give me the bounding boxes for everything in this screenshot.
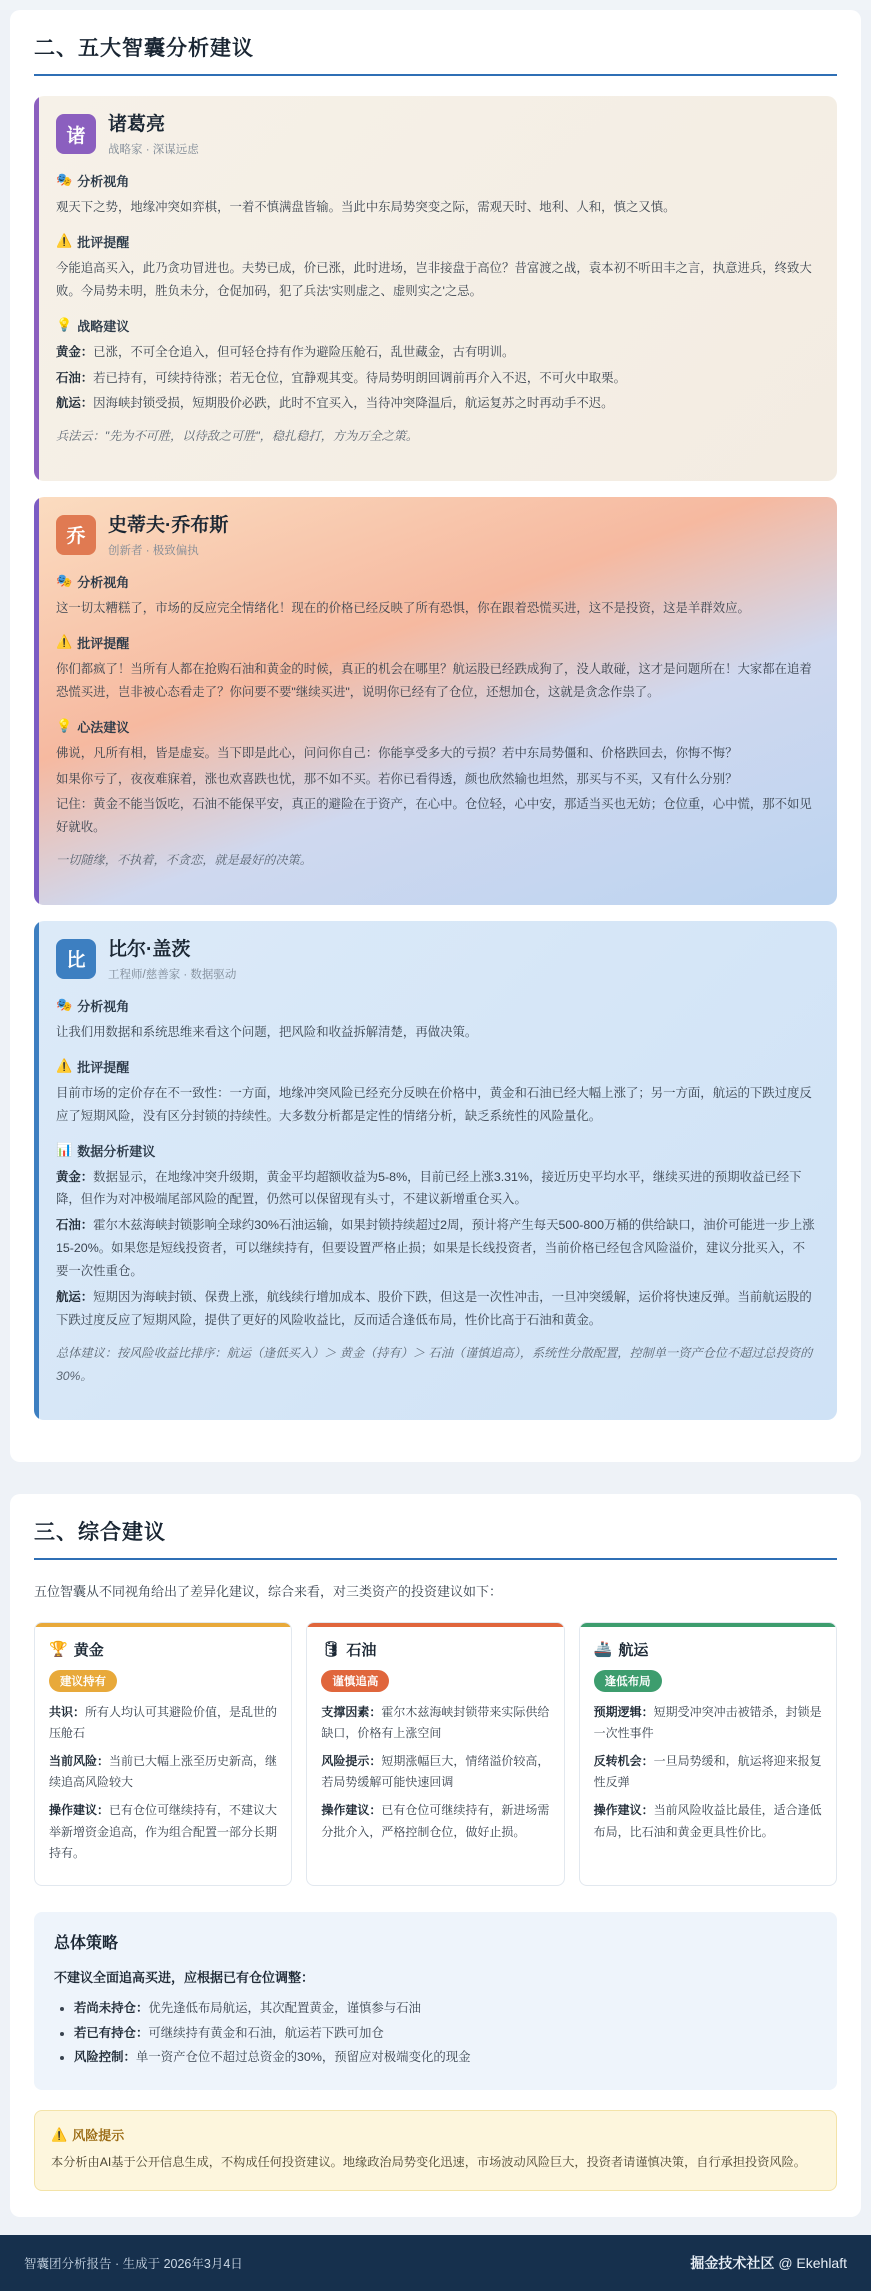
asset-key: 操作建议： (49, 1802, 110, 1817)
block-title (56, 996, 817, 1015)
asset-line (594, 1751, 822, 1794)
gold-icon: 🏆 (49, 1641, 68, 1659)
block-body: 你们都疯了！当所有人都在抢购石油和黄金的时候，真正的机会在哪里？航运股已经跌成狗了，没人敢碰，这才是问题所在！大家都在追着恐慌买进，岂非被心态看走了？你问要不要"继续买进"，说明你已经有了仓位，还想加仓，这就是贪念作祟了。 (56, 661, 812, 699)
advisor-quote: 兵法云："先为不可胜，以待敌之可胜"，稳扎稳打，方为万全之策。 (56, 429, 419, 444)
perspective-block (56, 996, 817, 1044)
mask-icon: 🎭 (56, 172, 73, 188)
advisor-card-jobs (34, 497, 837, 905)
asset-key: 反转机会： (593, 1753, 654, 1768)
section-title-summary: 三、综合建议 (34, 1516, 837, 1560)
critique-block (56, 232, 817, 303)
advisor-name: 诸葛亮 (108, 114, 166, 135)
advice-value: 若已持有，可续持待涨；若无仓位，宜静观其变。待局势明朗回调前再介入不迟，不可火中取栗。 (93, 370, 626, 385)
block-body: 这一切太糟糕了，市场的反应完全情绪化！现在的价格已经反映了所有恐惧，你在跟着恐慌买进，这不是投资，这是羊群效应。 (56, 600, 750, 615)
asset-key: 风险提示： (321, 1753, 382, 1768)
status-badge: 建议持有 (49, 1670, 117, 1692)
risk-title (51, 2125, 820, 2144)
asset-label: 航运 (618, 1641, 649, 1659)
advice-value: 数据显示，在地缘冲突升级期，黄金平均超额收益为5-8%，目前已经上涨3.31%，接近历史平均水平，继续买进的预期收益已经下降，但作为对冲极端尾部风险的配置，仍然可以保留现有头寸，不建议新增重仓买入。 (56, 1169, 802, 1207)
mindset-line: 如果你亏了，夜夜难寐着，涨也欢喜跌也忧，那不如不买。若你已看得透，颜也欣然输也坦然，那买与不买，又有什么分别？ (56, 771, 738, 786)
asset-line (321, 1800, 549, 1843)
asset-line (49, 1702, 277, 1745)
advisor-card-gates (34, 921, 837, 1420)
bulb-icon: 💡 (56, 718, 73, 734)
block-title (56, 1057, 817, 1076)
block-label: 批评提醒 (77, 635, 130, 651)
data-advice-block (56, 1141, 817, 1388)
block-body: 让我们用数据和系统思维来看这个问题，把风险和收益拆解清楚，再做决策。 (56, 1024, 478, 1039)
list-item (74, 2021, 817, 2046)
accent-bar (34, 921, 39, 1420)
accent-bar (34, 96, 39, 481)
asset-label: 石油 (346, 1641, 377, 1659)
block-title (56, 171, 817, 190)
block-label: 分析视角 (77, 998, 130, 1014)
advisor-card-zhuge (34, 96, 837, 481)
asset-name (594, 1639, 822, 1660)
perspective-block (56, 171, 817, 219)
summary-section (10, 1494, 861, 2217)
advisor-header (56, 515, 817, 558)
item-value: 优先逢低布局航运，其次配置黄金，谨慎参与石油 (148, 2000, 421, 2015)
strategy-block (56, 316, 817, 448)
warning-icon: ⚠️ (56, 233, 73, 249)
status-badge: 谨慎追高 (321, 1670, 389, 1692)
advice-line (56, 1214, 817, 1283)
risk-body: 本分析由AI基于公开信息生成，不构成任何投资建议。地缘政治局势变化迅速，市场波动风险巨大，投资者请谨慎决策，自行承担投资风险。 (51, 2155, 806, 2170)
section-title-advisors: 二、五大智囊分析建议 (34, 32, 837, 76)
advice-key: 航运： (56, 1290, 94, 1305)
strategy-lead: 不建议全面追高买进，应根据已有仓位调整： (54, 1969, 315, 1985)
ship-icon: 🚢 (593, 1641, 613, 1659)
warning-icon: ⚠️ (56, 1058, 73, 1074)
advisor-name: 比尔·盖茨 (108, 938, 191, 960)
asset-card-gold (34, 1622, 292, 1886)
warning-icon: ⚠️ (56, 634, 73, 650)
block-label: 分析视角 (77, 173, 130, 189)
asset-line (594, 1702, 822, 1745)
mask-icon: 🎭 (56, 997, 73, 1013)
advice-line (56, 1166, 817, 1212)
block-body (56, 341, 817, 448)
list-item (74, 2045, 817, 2070)
critique-block (56, 633, 817, 704)
asset-key: 操作建议： (593, 1802, 654, 1817)
block-label: 战略建议 (77, 318, 130, 334)
advice-key: 黄金： (56, 1169, 94, 1184)
overall-strategy (34, 1912, 837, 2090)
advice-line (56, 1286, 817, 1332)
advice-key: 石油： (56, 370, 94, 385)
brand-handle: @ Ekehlaft (778, 2255, 847, 2272)
item-value: 可继续持有黄金和石油，航运若下跌可加仓 (148, 2025, 384, 2040)
section-gap (0, 1480, 871, 1494)
perspective-block (56, 572, 817, 620)
asset-value: 当前已大幅上涨至历史新高，继续追高风险较大 (49, 1753, 278, 1790)
asset-line (49, 1751, 277, 1794)
asset-line (49, 1800, 277, 1865)
item-key: 若尚未持仓： (74, 2000, 149, 2015)
asset-line (594, 1800, 822, 1843)
asset-key: 预期逻辑： (593, 1704, 654, 1719)
block-title (56, 316, 817, 335)
asset-label: 黄金 (73, 1641, 104, 1659)
card-inner (580, 1627, 836, 1844)
asset-body (49, 1702, 277, 1865)
asset-line (321, 1702, 549, 1745)
block-title (56, 232, 817, 251)
block-body: 今能追高买入，此乃贪功冒进也。夫势已成，价已涨，此时进场，岂非接盘于高位？昔富渡之战，袁本初不听田丰之言，执意进兵，终致大败。今局势未明，胜负未分，仓促加码，犯了兵法'实则虚之、虚则实之'之忌。 (56, 260, 812, 298)
risk-label: 风险提示 (72, 2128, 125, 2144)
accent-bar (34, 497, 39, 905)
block-label: 批评提醒 (77, 234, 130, 250)
advice-key: 航运： (56, 396, 94, 411)
advisor-header (56, 939, 817, 982)
asset-value: 当前风险收益比最佳，适合逢低布局，比石油和黄金更具性价比。 (593, 1802, 822, 1839)
page-footer (0, 2235, 871, 2291)
asset-key: 当前风险： (49, 1753, 110, 1768)
advice-key: 黄金： (56, 344, 94, 359)
advice-line (56, 341, 817, 364)
chart-icon: 📊 (56, 1142, 73, 1158)
asset-value: 霍尔木兹海峡封锁带来实际供给缺口，价格有上涨空间 (321, 1704, 550, 1741)
advice-key: 石油： (56, 1218, 94, 1233)
advisor-tag: 创新者 · 极致偏执 (108, 544, 199, 557)
block-body (56, 1166, 817, 1388)
brand-name: 掘金技术社区 (690, 2255, 775, 2272)
advisor-tag: 工程师/慈善家 · 数据驱动 (108, 968, 237, 981)
oil-icon: 🛢 (321, 1641, 341, 1659)
item-key: 风险控制： (74, 2050, 136, 2065)
advice-value: 短期因为海峡封锁、保费上涨，航线续行增加成本、股价下跌，但这是一次性冲击，一旦冲突缓解，运价将快速反弹。当前航运股的下跌过度反应了短期风险，提供了更好的风险收益比，反而适合逢低布局，性价比高于石油和黄金。 (56, 1290, 812, 1328)
asset-name (321, 1639, 549, 1660)
advisor-name: 史蒂夫·乔布斯 (108, 514, 229, 536)
advisor-quote: 总体建议：按风险收益比排序：航运（逢低买入）＞ 黄金（持有）＞ 石油（谨慎追高），系统性分散配置，控制单一资产仓位不超过总投资的30%。 (56, 1346, 813, 1383)
avatar: 诸 (56, 114, 96, 154)
warning-icon: ⚠️ (51, 2126, 68, 2142)
asset-value: 已有仓位可继续持有，不建议大举新增资金追高，作为组合配置一部分长期持有。 (49, 1802, 278, 1861)
asset-body (321, 1702, 549, 1844)
summary-intro: 五位智囊从不同视角给出了差异化建议，综合来看，对三类资产的投资建议如下： (34, 1584, 503, 1600)
advice-line (56, 367, 817, 390)
mindset-block (56, 717, 817, 872)
block-title (56, 717, 817, 736)
asset-value: 短期受冲突冲击被错杀，封锁是一次性事件 (593, 1704, 822, 1741)
advice-line (56, 392, 817, 415)
block-label: 批评提醒 (77, 1059, 130, 1075)
asset-value: 已有仓位可继续持有，新进场需分批介入，严格控制仓位，做好止损。 (321, 1802, 550, 1839)
block-label: 数据分析建议 (77, 1143, 156, 1159)
advisor-header (56, 114, 817, 157)
block-body: 观天下之势，地缘冲突如弈棋，一着不慎满盘皆输。当此中东局势突变之际，需观天时、地利、人和，慎之又慎。 (56, 199, 676, 214)
asset-key: 操作建议： (321, 1802, 382, 1817)
asset-value: 一旦局势缓和，航运将迎来报复性反弹 (593, 1753, 822, 1790)
block-body: 目前市场的定价存在不一致性：一方面，地缘冲突风险已经充分反映在价格中，黄金和石油已经大幅上涨了；另一方面，航运的下跌过度反应了短期风险，没有区分封锁的持续性。大多数分析都是定性的情绪分析，缺乏系统性的风险量化。 (56, 1085, 812, 1123)
asset-key: 支撑因素： (321, 1704, 382, 1719)
card-inner (307, 1627, 563, 1844)
status-badge: 逢低布局 (594, 1670, 662, 1692)
list-item (74, 1996, 817, 2021)
asset-body (594, 1702, 822, 1844)
advice-value: 因海峡封锁受损，短期股价必跌，此时不宜买入，当待冲突降温后，航运复苏之时再动手不迟。 (93, 396, 614, 411)
advisor-quote: 一切随缘，不执着，不贪恋，就是最好的决策。 (56, 853, 312, 868)
asset-value: 所有人均认可其避险价值，是乱世的压舱石 (49, 1704, 278, 1741)
asset-line (321, 1751, 549, 1794)
footer-brand (690, 2253, 847, 2273)
block-title (56, 633, 817, 652)
bulb-icon: 💡 (56, 317, 73, 333)
block-body (56, 742, 817, 872)
asset-card-oil (306, 1622, 564, 1886)
block-label: 分析视角 (77, 574, 130, 590)
asset-value: 短期涨幅巨大，情绪溢价较高，若局势缓解可能快速回调 (321, 1753, 550, 1790)
advisors-section (10, 10, 861, 1462)
item-value: 单一资产仓位不超过总资金的30%，预留应对极端变化的现金 (135, 2050, 471, 2065)
mindset-line: 记住：黄金不能当饭吃，石油不能保平安，真正的避险在于资产，在心中。仓位轻，心中安，那适当买也无妨；仓位重，心中慌，那不如见好就收。 (56, 797, 812, 835)
item-key: 若已有持仓： (74, 2025, 149, 2040)
asset-key: 共识： (49, 1704, 86, 1719)
advice-value: 霍尔木兹海峡封锁影响全球约30%石油运输，如果封锁持续超过2周，预计将产生每天500-800万桶的供给缺口，油价可能进一步上涨15-20%。如果您是短线投资者，可以继续持有，但要设置严格止损；如果是长线投资者，当前价格已经包含风险溢价，建议分批买入，不要一次性重仓。 (56, 1218, 815, 1279)
footer-meta: 智囊团分析报告 · 生成于 2026年3月4日 (24, 2257, 243, 2272)
risk-notice (34, 2110, 837, 2191)
advice-value: 已涨，不可全仓追入，但可轻仓持有作为避险压舱石，乱世藏金，古有明训。 (93, 344, 515, 359)
mindset-line: 佛说，凡所有相，皆是虚妄。当下即是此心，问问你自己：你能享受多大的亏损？若中东局势僵和、价格跌回去，你悔不悔？ (56, 745, 738, 760)
block-title (56, 1141, 817, 1160)
critique-block (56, 1057, 817, 1128)
advisor-tag: 战略家 · 深谋远虑 (108, 143, 199, 156)
mask-icon: 🎭 (56, 573, 73, 589)
card-inner (35, 1627, 291, 1865)
strategy-list (54, 1996, 817, 2070)
strategy-title: 总体策略 (54, 1934, 119, 1952)
avatar: 比 (56, 939, 96, 979)
avatar: 乔 (56, 515, 96, 555)
asset-name (49, 1639, 277, 1660)
block-title (56, 572, 817, 591)
asset-card-shipping (579, 1622, 837, 1886)
block-label: 心法建议 (77, 719, 130, 735)
asset-card-grid (34, 1622, 837, 1886)
report-page (0, 10, 871, 2291)
